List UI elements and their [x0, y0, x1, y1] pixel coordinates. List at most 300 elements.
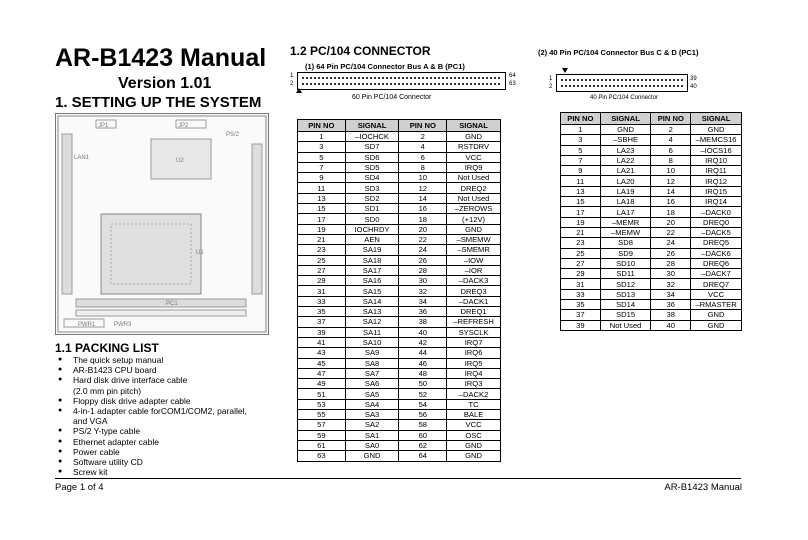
board-label: LAN1: [74, 155, 90, 161]
table-cell: 14: [651, 186, 691, 196]
table-cell: 37: [561, 310, 601, 320]
board-diagram-drawing: [56, 114, 268, 334]
table-cell: 57: [298, 420, 346, 430]
pin-label: 40: [690, 84, 697, 90]
table-row: [298, 245, 501, 255]
pin-label: 64: [509, 73, 516, 79]
table-row: [561, 207, 742, 217]
table-cell: SA6: [345, 379, 399, 389]
table-cell: LA23: [600, 145, 651, 155]
table-cell: 3: [561, 135, 601, 145]
table-cell: SD13: [600, 289, 651, 299]
column-header: SIGNAL: [600, 113, 651, 125]
table-row: [298, 132, 501, 142]
table-cell: IRQ9: [447, 162, 501, 172]
board-label: JP2: [178, 123, 189, 129]
table-cell: SD3: [345, 183, 399, 193]
table-cell: 50: [399, 379, 447, 389]
table-row: [561, 186, 742, 196]
table-cell: DREQ6: [691, 258, 742, 268]
table-cell: DREQ5: [691, 238, 742, 248]
table-row: [298, 317, 501, 327]
table-cell: GND: [691, 310, 742, 320]
table-cell: SA17: [345, 265, 399, 275]
table-cell: 36: [399, 307, 447, 317]
table-row: [298, 162, 501, 172]
table-cell: 40: [651, 320, 691, 330]
table-cell: 35: [561, 300, 601, 310]
table-row: [298, 430, 501, 440]
table-cell: 33: [298, 296, 346, 306]
table-cell: SA12: [345, 317, 399, 327]
table-row: [298, 265, 501, 275]
table-row: [561, 197, 742, 207]
table-cell: GND: [447, 440, 501, 450]
connector-ab-label: 60 Pin PC/104 Connector: [352, 94, 432, 101]
table-cell: OSC: [447, 430, 501, 440]
pin-label: 1: [549, 76, 553, 82]
table-cell: VCC: [447, 152, 501, 162]
table-cell: 26: [399, 255, 447, 265]
table-cell: SD11: [600, 269, 651, 279]
table-cell: Not Used: [447, 193, 501, 203]
table-cell: –DACK1: [447, 296, 501, 306]
table-cell: 42: [399, 337, 447, 347]
table-cell: 64: [399, 451, 447, 461]
table-cell: 60: [399, 430, 447, 440]
table-row: [561, 300, 742, 310]
table-cell: 49: [298, 379, 346, 389]
table-cell: IRQ5: [447, 358, 501, 368]
board-label: PS/2: [226, 132, 240, 138]
pin-label: 39: [690, 76, 697, 82]
pin-table-cd: [560, 112, 742, 331]
table-row: [298, 451, 501, 461]
table-cell: 23: [298, 245, 346, 255]
table-cell: 11: [561, 176, 601, 186]
table-cell: SA2: [345, 420, 399, 430]
table-cell: 5: [298, 152, 346, 162]
table-cell: SA3: [345, 410, 399, 420]
table-cell: LA18: [600, 197, 651, 207]
table-cell: SD7: [345, 142, 399, 152]
table-row: [561, 269, 742, 279]
table-cell: 1: [561, 125, 601, 135]
table-cell: TC: [447, 399, 501, 409]
table-cell: 25: [561, 248, 601, 258]
table-cell: –DACK3: [447, 276, 501, 286]
table-row: [561, 227, 742, 237]
table-cell: GND: [691, 125, 742, 135]
table-cell: 10: [399, 173, 447, 183]
table-cell: 28: [651, 258, 691, 268]
table-row: [298, 440, 501, 450]
table-cell: 4: [399, 142, 447, 152]
table-cell: 15: [561, 197, 601, 207]
table-row: [298, 327, 501, 337]
connector-cd-caption: (2) 40 Pin PC/104 Connector Bus C & D (PC1): [538, 48, 699, 57]
table-cell: 17: [561, 207, 601, 217]
table-cell: IRQ10: [691, 155, 742, 165]
table-row: [561, 166, 742, 176]
board-label: PWR3: [114, 322, 132, 328]
list-item: ● Software utility CD: [55, 457, 275, 467]
table-cell: 47: [298, 368, 346, 378]
table-cell: 10: [651, 166, 691, 176]
table-cell: 2: [651, 125, 691, 135]
table-cell: 33: [561, 289, 601, 299]
table-row: [298, 399, 501, 409]
table-row: [561, 176, 742, 186]
table-row: [561, 238, 742, 248]
document-title: AR-B1423 Manual: [55, 44, 267, 72]
footer-divider: [55, 478, 741, 479]
table-cell: DREQ0: [691, 217, 742, 227]
column-header: PIN NO: [298, 120, 346, 132]
table-row: [298, 224, 501, 234]
list-item: (2.0 mm pin pitch): [73, 385, 142, 396]
column-header: PIN NO: [561, 113, 601, 125]
table-row: [298, 358, 501, 368]
table-cell: Not Used: [447, 173, 501, 183]
table-cell: AEN: [345, 234, 399, 244]
table-cell: 24: [651, 238, 691, 248]
table-cell: Not Used: [600, 320, 651, 330]
table-cell: SD4: [345, 173, 399, 183]
column-header: PIN NO: [399, 120, 447, 132]
table-cell: SA15: [345, 286, 399, 296]
table-cell: LA17: [600, 207, 651, 217]
table-row: [298, 142, 501, 152]
table-cell: SD12: [600, 279, 651, 289]
table-cell: DREQ2: [447, 183, 501, 193]
table-row: [561, 320, 742, 330]
table-cell: SD10: [600, 258, 651, 268]
table-row: [298, 204, 501, 214]
list-item: ● The quick setup manual: [55, 355, 275, 365]
table-cell: 9: [561, 166, 601, 176]
table-cell: 59: [298, 430, 346, 440]
table-cell: SYSCLK: [447, 327, 501, 337]
table-cell: IRQ7: [447, 337, 501, 347]
table-row: [561, 289, 742, 299]
table-cell: 55: [298, 410, 346, 420]
table-cell: 1: [298, 132, 346, 142]
table-cell: 22: [651, 227, 691, 237]
column-header: SIGNAL: [691, 113, 742, 125]
table-cell: SA4: [345, 399, 399, 409]
table-cell: 43: [298, 348, 346, 358]
table-cell: 12: [399, 183, 447, 193]
list-item: ● Screw kit: [55, 467, 275, 477]
table-cell: 11: [298, 183, 346, 193]
section-heading-setup: 1. SETTING UP THE SYSTEM: [55, 94, 262, 111]
pin-label: 63: [509, 81, 516, 87]
table-cell: SA13: [345, 307, 399, 317]
table-cell: –IOW: [447, 255, 501, 265]
table-cell: 61: [298, 440, 346, 450]
table-row: [298, 368, 501, 378]
connector-ab-caption: (1) 64 Pin PC/104 Connector Bus A & B (PC1): [305, 62, 465, 71]
table-cell: 20: [651, 217, 691, 227]
table-cell: VCC: [447, 420, 501, 430]
table-row: [298, 389, 501, 399]
table-cell: IRQ15: [691, 186, 742, 196]
table-cell: GND: [691, 320, 742, 330]
table-cell: SD2: [345, 193, 399, 203]
table-cell: LA21: [600, 166, 651, 176]
table-cell: 9: [298, 173, 346, 183]
table-cell: 45: [298, 358, 346, 368]
table-cell: 29: [561, 269, 601, 279]
table-cell: 13: [298, 193, 346, 203]
board-label: U2: [176, 158, 184, 164]
list-item: ● PS/2 Y-type cable: [55, 426, 275, 436]
table-cell: SA5: [345, 389, 399, 399]
list-item: ● Hard disk drive interface cable: [55, 375, 275, 385]
table-cell: SD15: [600, 310, 651, 320]
table-cell: SD8: [600, 238, 651, 248]
table-cell: –MEMW: [600, 227, 651, 237]
section-heading-packing-list: 1.1 PACKING LIST: [55, 341, 159, 355]
table-cell: 30: [399, 276, 447, 286]
list-item: ● AR-B1423 CPU board: [55, 365, 275, 375]
table-cell: –SBHE: [600, 135, 651, 145]
table-cell: 14: [399, 193, 447, 203]
board-diagram: [55, 113, 269, 335]
list-item: ● 4-in-1 adapter cable forCOM1/COM2, parallel,: [55, 406, 275, 416]
table-cell: SD1: [345, 204, 399, 214]
table-cell: IRQ11: [691, 166, 742, 176]
table-cell: SD9: [600, 248, 651, 258]
table-cell: 7: [561, 155, 601, 165]
table-row: [298, 348, 501, 358]
table-cell: 56: [399, 410, 447, 420]
table-cell: SA10: [345, 337, 399, 347]
table-cell: 39: [298, 327, 346, 337]
pin-label: 2: [549, 84, 553, 90]
table-cell: 32: [651, 279, 691, 289]
table-cell: RSTDRV: [447, 142, 501, 152]
table-cell: 22: [399, 234, 447, 244]
table-cell: LA22: [600, 155, 651, 165]
table-cell: 3: [298, 142, 346, 152]
table-cell: 8: [651, 155, 691, 165]
table-cell: SD0: [345, 214, 399, 224]
table-cell: (+12V): [447, 214, 501, 224]
table-cell: GND: [447, 451, 501, 461]
table-cell: –DACK5: [691, 227, 742, 237]
table-cell: –MEMR: [600, 217, 651, 227]
table-cell: GND: [600, 125, 651, 135]
table-row: [561, 135, 742, 145]
connector-cd-label: 40 Pin PC/104 Connector: [590, 95, 659, 101]
table-cell: 52: [399, 389, 447, 399]
table-cell: 21: [561, 227, 601, 237]
table-cell: 6: [651, 145, 691, 155]
table-cell: 19: [298, 224, 346, 234]
table-cell: –IOR: [447, 265, 501, 275]
table-cell: 24: [399, 245, 447, 255]
table-cell: 54: [399, 399, 447, 409]
table-cell: SA1: [345, 430, 399, 440]
table-cell: 58: [399, 420, 447, 430]
document-version: Version 1.01: [118, 75, 212, 92]
table-cell: –IOCS16: [691, 145, 742, 155]
table-cell: SA9: [345, 348, 399, 358]
table-cell: 18: [651, 207, 691, 217]
table-cell: BALE: [447, 410, 501, 420]
table-cell: SD5: [345, 162, 399, 172]
table-row: [298, 286, 501, 296]
table-cell: SA8: [345, 358, 399, 368]
table-cell: SA0: [345, 440, 399, 450]
table-cell: –REFRESH: [447, 317, 501, 327]
table-cell: 35: [298, 307, 346, 317]
table-cell: 27: [298, 265, 346, 275]
board-label: U1: [196, 250, 204, 256]
table-row: [561, 258, 742, 268]
table-row: [561, 248, 742, 258]
table-cell: –DACK7: [691, 269, 742, 279]
table-cell: 7: [298, 162, 346, 172]
pin1-marker-icon: [296, 88, 302, 93]
table-cell: LA20: [600, 176, 651, 186]
board-label: PWR1: [78, 322, 96, 328]
table-cell: IRQ4: [447, 368, 501, 378]
table-cell: 19: [561, 217, 601, 227]
table-cell: 44: [399, 348, 447, 358]
connector-ab-graphic: [297, 72, 506, 90]
packing-list: [55, 355, 275, 477]
table-cell: 62: [399, 440, 447, 450]
table-cell: 48: [399, 368, 447, 378]
table-row: [298, 214, 501, 224]
table-cell: 16: [399, 204, 447, 214]
table-cell: –ZEROWS: [447, 204, 501, 214]
table-row: [561, 279, 742, 289]
table-cell: GND: [345, 451, 399, 461]
table-cell: SA18: [345, 255, 399, 265]
table-cell: SD6: [345, 152, 399, 162]
table-cell: 38: [399, 317, 447, 327]
table-cell: 46: [399, 358, 447, 368]
list-item: and VGA: [73, 416, 108, 427]
table-row: [298, 193, 501, 203]
table-cell: 30: [651, 269, 691, 279]
table-row: [298, 420, 501, 430]
table-cell: 29: [298, 276, 346, 286]
column-header: PIN NO: [651, 113, 691, 125]
table-cell: 41: [298, 337, 346, 347]
table-row: [298, 183, 501, 193]
table-cell: 37: [298, 317, 346, 327]
table-cell: 5: [561, 145, 601, 155]
table-cell: 6: [399, 152, 447, 162]
table-cell: DREQ7: [691, 279, 742, 289]
table-cell: SD14: [600, 300, 651, 310]
table-row: [298, 296, 501, 306]
table-cell: 34: [651, 289, 691, 299]
table-cell: 36: [651, 300, 691, 310]
table-cell: IRQ14: [691, 197, 742, 207]
table-row: [298, 307, 501, 317]
table-row: [298, 234, 501, 244]
table-cell: GND: [447, 132, 501, 142]
pin1-marker-icon: [562, 68, 568, 73]
table-cell: SA16: [345, 276, 399, 286]
table-cell: IOCHRDY: [345, 224, 399, 234]
table-row: [298, 152, 501, 162]
table-cell: 39: [561, 320, 601, 330]
table-cell: 32: [399, 286, 447, 296]
table-cell: IRQ6: [447, 348, 501, 358]
table-cell: GND: [447, 224, 501, 234]
column-header: SIGNAL: [447, 120, 501, 132]
pin-table-ab: [297, 119, 501, 462]
table-cell: 26: [651, 248, 691, 258]
table-cell: SA19: [345, 245, 399, 255]
pin-label: 2: [290, 81, 294, 87]
table-cell: IRQ12: [691, 176, 742, 186]
table-cell: 16: [651, 197, 691, 207]
table-row: [561, 145, 742, 155]
table-cell: 31: [298, 286, 346, 296]
connector-cd-graphic: [556, 74, 688, 92]
table-cell: –MEMCS16: [691, 135, 742, 145]
list-item: ● Power cable: [55, 447, 275, 457]
table-row: [298, 173, 501, 183]
table-cell: IRQ3: [447, 379, 501, 389]
table-cell: 4: [651, 135, 691, 145]
table-cell: 12: [651, 176, 691, 186]
section-heading-connector: 1.2 PC/104 CONNECTOR: [290, 44, 431, 58]
table-cell: SA11: [345, 327, 399, 337]
table-cell: 28: [399, 265, 447, 275]
list-item: ● Ethernet adapter cable: [55, 437, 275, 447]
table-row: [298, 379, 501, 389]
table-row: [561, 125, 742, 135]
table-cell: SA7: [345, 368, 399, 378]
table-cell: –SMEMR: [447, 245, 501, 255]
table-cell: 18: [399, 214, 447, 224]
table-cell: VCC: [691, 289, 742, 299]
table-cell: 27: [561, 258, 601, 268]
board-label: PC1: [166, 301, 178, 307]
table-cell: –IOCHCK: [345, 132, 399, 142]
table-cell: –RMASTER: [691, 300, 742, 310]
table-cell: 23: [561, 238, 601, 248]
table-cell: 34: [399, 296, 447, 306]
table-cell: 13: [561, 186, 601, 196]
column-header: SIGNAL: [345, 120, 399, 132]
board-label: JP1: [98, 123, 109, 129]
table-cell: 51: [298, 389, 346, 399]
table-cell: DREQ3: [447, 286, 501, 296]
table-cell: 38: [651, 310, 691, 320]
table-cell: 40: [399, 327, 447, 337]
table-cell: 15: [298, 204, 346, 214]
footer-page-number: Page 1 of 4: [55, 482, 104, 493]
table-cell: –SMEMW: [447, 234, 501, 244]
footer-doc-name: AR-B1423 Manual: [664, 482, 742, 493]
table-cell: 20: [399, 224, 447, 234]
table-cell: 8: [399, 162, 447, 172]
table-row: [561, 155, 742, 165]
table-row: [298, 410, 501, 420]
table-cell: –DACK0: [691, 207, 742, 217]
table-cell: 21: [298, 234, 346, 244]
